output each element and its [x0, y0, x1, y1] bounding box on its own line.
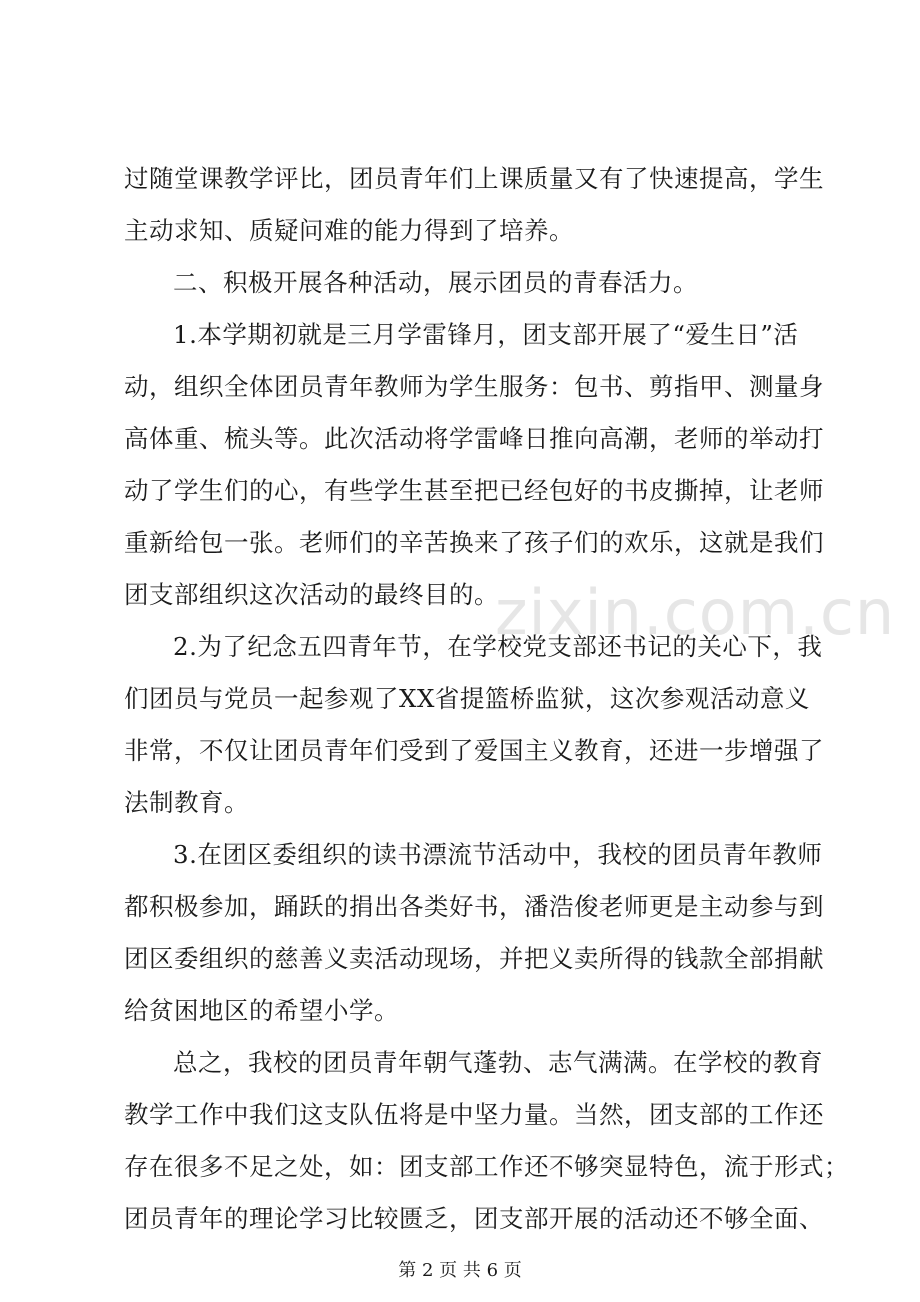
text-line: 总之，我校的团员青年朝气蓬勃、志气满满。在学校的教育	[173, 1048, 823, 1077]
text-line: 存在很多不足之处，如：团支部工作还不够突显特色，流于形式；	[124, 1152, 849, 1181]
text-line: 过随堂课教学评比，团员青年们上课质量又有了快速提高，学生	[124, 164, 824, 193]
page-footer: 第 2 页 共 6 页	[398, 1260, 522, 1281]
text-line: 都积极参加，踊跃的捐出各类好书，潘浩俊老师更是主动参与到	[124, 892, 824, 921]
text-line: 团区委组织的慈善义卖活动现场，并把义卖所得的钱款全部捐献	[124, 944, 824, 973]
text-line: 高体重、梳头等。此次活动将学雷峰日推向高潮，老师的举动打	[124, 424, 824, 453]
text-line: 动了学生们的心，有些学生甚至把已经包好的书皮撕掉，让老师	[124, 476, 824, 505]
text-line: 团支部组织这次活动的最终目的。	[124, 580, 499, 609]
text-line: 团员青年的理论学习比较匮乏，团支部开展的活动还不够全面、	[124, 1204, 824, 1233]
text-line: 们团员与党员一起参观了XX省提篮桥监狱，这次参观活动意义	[124, 684, 810, 713]
text-line: 2.为了纪念五四青年节，在学校党支部还书记的关心下，我	[173, 632, 823, 661]
text-line: 动，组织全体团员青年教师为学生服务：包书、剪指甲、测量身	[124, 372, 824, 401]
section-heading: 二、积极开展各种活动，展示团员的青春活力。	[173, 268, 698, 297]
document-body	[124, 153, 849, 1245]
text-line: 教学工作中我们这支队伍将是中坚力量。当然，团支部的工作还	[124, 1100, 824, 1129]
text-line: 重新给包一张。老师们的辛苦换来了孩子们的欢乐，这就是我们	[124, 528, 824, 557]
text-line: 给贫困地区的希望小学。	[124, 996, 399, 1025]
text-line: 非常，不仅让团员青年们受到了爱国主义教育，还进一步增强了	[124, 736, 824, 765]
watermark: zixin.com.cn	[495, 576, 896, 649]
text-line: 主动求知、质疑问难的能力得到了培养。	[124, 216, 574, 245]
text-line: 1.本学期初就是三月学雷锋月，团支部开展了“爱生日”活	[173, 320, 799, 349]
text-line: 法制教育。	[124, 788, 249, 817]
text-line: 3.在团区委组织的读书漂流节活动中，我校的团员青年教师	[173, 840, 823, 869]
